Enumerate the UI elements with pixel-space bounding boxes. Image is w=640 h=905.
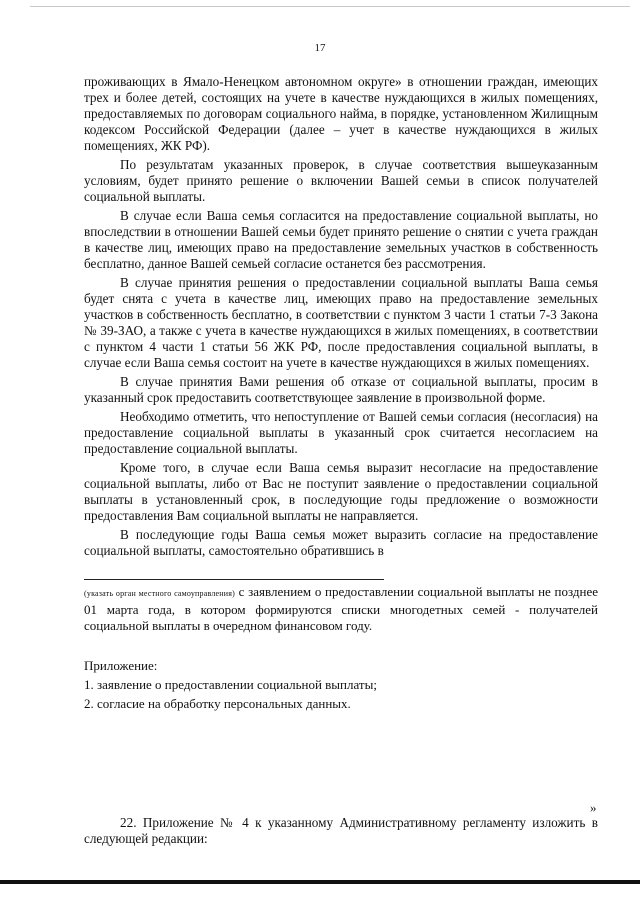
footnote-text: с заявлением о предоставлении социальной выплаты не позднее 01 марта года, в котором формируются списки многодетных семей - получателей социальной выплаты в очередном финансовом году.: [84, 584, 598, 633]
appendix-title: Приложение:: [84, 658, 158, 673]
item-22-text: 22. Приложение № 4 к указанному Административному регламенту изложить в следующей редакции:: [84, 815, 598, 846]
paragraph-refusal-case: В случае принятия Вами решения об отказе от социальной выплаты, просим в указанный срок предоставить соответствующее заявление в произвольной форме.: [84, 374, 598, 405]
paragraph-non-receipt: Необходимо отметить, что непоступление от Вашей семьи согласия (несогласия) на предоставление социальной выплаты в указанный срок считается несогласием на предоставление социальной выплаты.: [84, 409, 598, 456]
page-number: 17: [314, 42, 326, 54]
scan-bottom-edge-bar: [0, 880, 640, 884]
paragraph-check-results: По результатам указанных проверок, в случае соответствия вышеуказанным условиям, будет принято решение о включении Вашей семьи в список получателей социальной выплаты.: [84, 157, 598, 204]
scan-top-edge-line: [30, 6, 630, 7]
fill-in-hint: (указать орган местного самоуправления): [84, 589, 235, 598]
appendix-item: 1. заявление о предоставлении социальной выплаты;: [84, 677, 377, 692]
document-body: [84, 74, 598, 713]
paragraph-continuation: проживающих в Ямало-Ненецком автономном округе» в отношении граждан, имеющих трех и более детей, состоящих на учете в качестве нуждающихся в жилых помещениях, предоставляемых по договорам социального найма, в порядке, установленном Жилищным кодексом Российской Федерации (далее – учет в качестве нуждающихся в жилых помещениях, ЖК РФ).: [84, 74, 598, 153]
appendix-item: 2. согласие на обработку персональных данных.: [84, 696, 351, 711]
paragraph-following-years: В последующие годы Ваша семья может выразить согласие на предоставление социальной выплаты, самостоятельно обратившись в: [84, 527, 598, 558]
paragraph-disagreement: Кроме того, в случае если Ваша семья выразит несогласие на предоставление социальной выплаты, либо от Вас не поступит заявление о предоставлении социальной выплаты в установленный срок, в последующие годы предложение о возможности предоставления Вам социальной выплаты не направляется.: [84, 460, 598, 523]
appendix-block: [84, 656, 598, 713]
item-22-paragraph: [84, 815, 598, 847]
fill-in-line: [84, 579, 384, 580]
paragraph-consent-case: В случае если Ваша семья согласится на предоставление социальной выплаты, но впоследствии в отношении Вашей семьи будет принято решение о снятии с учета граждан в качестве лиц, имеющих право на предоставление земельных участков в собственность бесплатно, данное Вашей семьей согласие останется без рассмотрения.: [84, 208, 598, 271]
closing-quote: »: [590, 800, 597, 815]
paragraph-decision-case: В случае принятия решения о предоставлении социальной выплаты Ваша семья будет снята с учета в качестве лиц, имеющих право на предоставление земельных участков в собственность бесплатно, в соответствии с пунктом 3 части 1 статьи 7-3 Закона № 39-ЗАО, а также с учета в качестве нуждающихся в жилых помещениях, в соответствии с пунктом 4 части 1 статьи 56 ЖК РФ, после предоставления социальной выплаты, в случае если Ваша семья состоит на учете в качестве нуждающихся в жилых помещениях.: [84, 275, 598, 370]
footnote-paragraph: [84, 584, 598, 634]
